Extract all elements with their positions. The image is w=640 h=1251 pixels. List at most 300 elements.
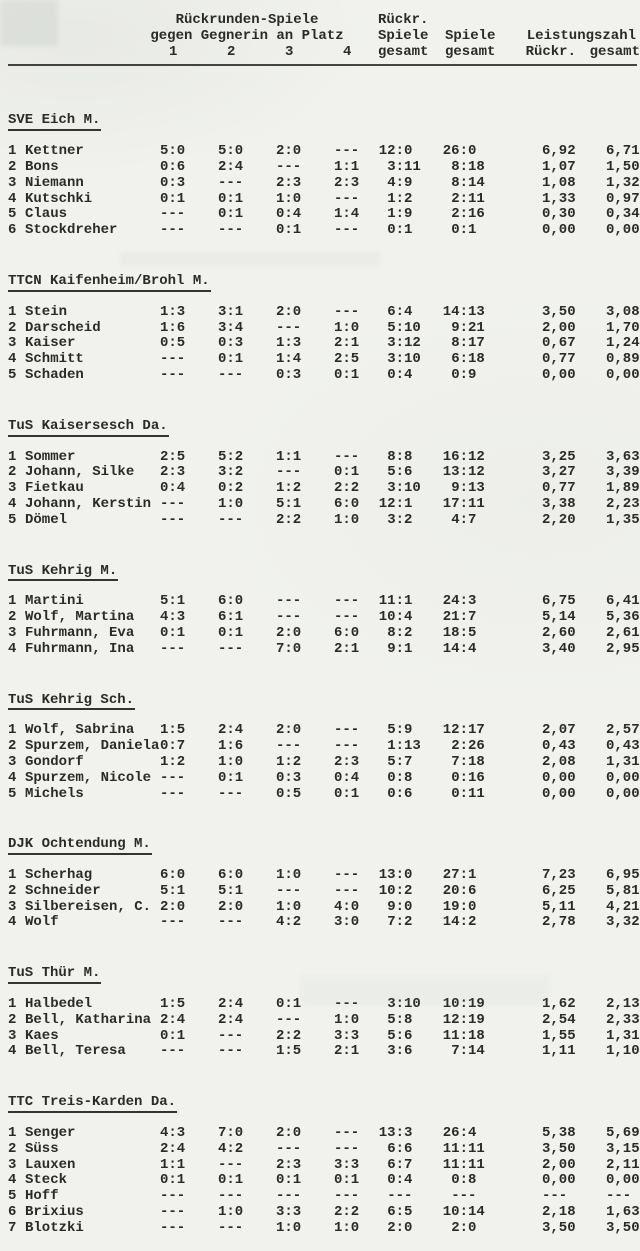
player-name-cell xyxy=(8,1029,160,1045)
rueckr-spiele-gesamt: 9: 1 xyxy=(387,640,413,657)
platz-4-score: 2:2 xyxy=(334,1204,360,1221)
leistungszahl-rueckr: 1,07 xyxy=(542,158,576,175)
platz-1-score: 0:1 xyxy=(160,1172,186,1189)
platz-4-score: 0:4 xyxy=(334,769,360,786)
rueckr-spiele-gesamt: 2: 0 xyxy=(387,1219,413,1236)
platz-3-score: 2:3 xyxy=(276,174,302,191)
leistungszahl-rueckr: 0,00 xyxy=(542,1172,576,1189)
player-name-cell xyxy=(8,207,160,223)
rueckr-spiele-gesamt: 1: 2 xyxy=(387,190,413,207)
player-name: Kaes xyxy=(25,1027,59,1044)
header-line-3 xyxy=(8,45,640,61)
spiele-gesamt: 0: 16 xyxy=(451,769,485,786)
leistungszahl-gesamt: 1,70 xyxy=(606,319,640,336)
platz-4-score: 1:0 xyxy=(334,1219,360,1236)
platz-1-score: 0:6 xyxy=(160,158,186,175)
platz-4-score: --- xyxy=(334,609,360,626)
platz-2-score: --- xyxy=(218,640,244,657)
platz-4-score: 6:0 xyxy=(334,624,360,641)
rueckr-spiele-gesamt: 0: 6 xyxy=(387,785,413,802)
spiele-gesamt: 7: 14 xyxy=(451,1043,485,1060)
rueckr-spiele-gesamt: 3: 6 xyxy=(387,1043,413,1060)
platz-4-score: 3:3 xyxy=(334,1027,360,1044)
player-name: Johann, Kerstin xyxy=(25,495,152,512)
leistungszahl-rueckr: 2,18 xyxy=(542,1204,576,1221)
team-rows xyxy=(8,144,640,239)
platz-2-score: 4:2 xyxy=(218,1140,244,1157)
rueckr-spiele-gesamt: 5: 8 xyxy=(387,1011,413,1028)
team-rows xyxy=(8,450,640,529)
spiele-gesamt: 0: 1 xyxy=(451,222,477,239)
platz-2-score: 0:1 xyxy=(218,351,244,368)
platz-4-score: 1:0 xyxy=(334,319,360,336)
player-row xyxy=(8,1142,640,1158)
leistungszahl-rueckr: 0,77 xyxy=(542,480,576,497)
player-row xyxy=(8,884,640,900)
leistungszahl-rueckr: 3,25 xyxy=(542,448,576,465)
header-line-2 xyxy=(8,29,640,45)
platz-2-score: --- xyxy=(218,174,244,191)
platz-2-score: 2:0 xyxy=(218,898,244,915)
leistungszahl-gesamt: 1,31 xyxy=(606,1027,640,1044)
leistungszahl-gesamt: 3,39 xyxy=(606,464,640,481)
leistungszahl-rueckr: --- xyxy=(542,1188,568,1205)
leistungszahl-rueckr: 0,77 xyxy=(542,351,576,368)
leistungszahl-gesamt: 5,81 xyxy=(606,882,640,899)
platz-3-score: 0:1 xyxy=(276,996,302,1013)
leistungszahl-rueckr: 5,14 xyxy=(542,609,576,626)
leistungszahl-rueckr: 7,23 xyxy=(542,867,576,884)
player-name: Schmitt xyxy=(25,351,84,368)
player-position: 3 xyxy=(8,335,17,352)
platz-1-score: 4:3 xyxy=(160,1125,186,1142)
platz-3-score: 2:2 xyxy=(276,1027,302,1044)
player-name-cell xyxy=(8,771,160,787)
team-rows xyxy=(8,594,640,657)
rueckr-spiele-gesamt: 0: 4 xyxy=(387,1172,413,1189)
rueckr-spiele-gesamt: 9: 0 xyxy=(387,898,413,915)
leistungszahl-rueckr: 6,25 xyxy=(542,882,576,899)
team-rows xyxy=(8,305,640,384)
player-row xyxy=(8,755,640,771)
platz-3-score: 2:0 xyxy=(276,624,302,641)
header-gegen-gegnerin-label: gegen Gegnerin an Platz xyxy=(150,27,344,44)
player-position: 1 xyxy=(8,996,17,1013)
spiele-gesamt: 2: 16 xyxy=(451,206,485,223)
player-name: Kaiser xyxy=(25,335,76,352)
player-name: Süss xyxy=(25,1140,59,1157)
platz-2-score: 5:2 xyxy=(218,448,244,465)
platz-1-score: 6:0 xyxy=(160,867,186,884)
platz-4-score: 3:0 xyxy=(334,914,360,931)
player-position: 4 xyxy=(8,769,17,786)
leistungszahl-gesamt: 1,50 xyxy=(606,158,640,175)
platz-4-score: 1:4 xyxy=(334,206,360,223)
player-name: Spurzem, Nicole xyxy=(25,769,152,786)
player-row xyxy=(8,176,640,192)
leistungszahl-gesamt: 1,63 xyxy=(606,1204,640,1221)
player-name: Steck xyxy=(25,1172,68,1189)
player-position: 3 xyxy=(8,480,17,497)
platz-3-score: 1:2 xyxy=(276,753,302,770)
platz-4-score: --- xyxy=(334,222,360,239)
header-leistungszahl-label: Leistungszahl xyxy=(526,27,636,44)
platz-2-score: 2:4 xyxy=(218,996,244,1013)
player-row xyxy=(8,481,640,497)
platz-4-score: 0:1 xyxy=(334,366,360,383)
platz-3-score: 5:1 xyxy=(276,495,302,512)
rueckr-spiele-gesamt: 8: 2 xyxy=(387,624,413,641)
leistungszahl-rueckr: 3,27 xyxy=(542,464,576,481)
platz-1-score: --- xyxy=(160,769,186,786)
platz-4-score: 0:1 xyxy=(334,1172,360,1189)
player-position: 5 xyxy=(8,511,17,528)
leistungszahl-gesamt: 2,11 xyxy=(606,1156,640,1173)
player-position: 1 xyxy=(8,303,17,320)
platz-2-score: --- xyxy=(218,1219,244,1236)
header-rueckr-gesamt-label: gesamt xyxy=(378,43,429,60)
player-position: 4 xyxy=(8,1043,17,1060)
rueckr-spiele-gesamt: 0: 4 xyxy=(387,366,413,383)
spiele-gesamt: 2: 26 xyxy=(451,738,485,755)
player-position: 5 xyxy=(8,785,17,802)
player-name: Blotzki xyxy=(25,1219,84,1236)
leistungszahl-gesamt: 2,57 xyxy=(606,722,640,739)
platz-3-score: --- xyxy=(276,738,302,755)
platz-2-score: 0:1 xyxy=(218,190,244,207)
player-position: 4 xyxy=(8,640,17,657)
header-platz-1: 1 xyxy=(169,43,178,60)
team-name: TuS Kehrig M. xyxy=(8,564,118,582)
player-name-cell xyxy=(8,336,160,352)
player-name-cell xyxy=(8,1013,160,1029)
platz-4-score: --- xyxy=(334,882,360,899)
platz-1-score: 2:4 xyxy=(160,1140,186,1157)
spiele-gesamt: 26: 0 xyxy=(442,143,477,160)
rueckr-spiele-gesamt: 6: 4 xyxy=(387,303,413,320)
platz-1-score: --- xyxy=(160,640,186,657)
leistungszahl-gesamt: 6,41 xyxy=(606,593,640,610)
leistungszahl-rueckr: 6,92 xyxy=(542,143,576,160)
player-position: 2 xyxy=(8,1140,17,1157)
platz-3-score: 1:0 xyxy=(276,190,302,207)
player-name: Halbedel xyxy=(25,996,93,1013)
platz-1-score: --- xyxy=(160,351,186,368)
player-row xyxy=(8,594,640,610)
platz-2-score: 0:1 xyxy=(218,624,244,641)
spiele-gesamt: 0: 8 xyxy=(451,1172,477,1189)
platz-4-score: --- xyxy=(334,722,360,739)
team-rows xyxy=(8,723,640,802)
player-name: Senger xyxy=(25,1125,76,1142)
leistungszahl-rueckr: 3,40 xyxy=(542,640,576,657)
platz-2-score: 0:1 xyxy=(218,206,244,223)
player-name: Hoff xyxy=(25,1188,59,1205)
platz-2-score: 5:0 xyxy=(218,143,244,160)
player-row xyxy=(8,1158,640,1174)
platz-1-score: --- xyxy=(160,785,186,802)
platz-4-score: --- xyxy=(334,738,360,755)
player-row xyxy=(8,160,640,176)
platz-3-score: 1:4 xyxy=(276,351,302,368)
spiele-gesamt: 12: 19 xyxy=(442,1011,485,1028)
player-name: Scherhag xyxy=(25,867,93,884)
player-name: Claus xyxy=(25,206,68,223)
player-position: 4 xyxy=(8,1172,17,1189)
player-name-cell xyxy=(8,594,160,610)
player-name-cell xyxy=(8,723,160,739)
player-name-cell xyxy=(8,1221,160,1237)
player-position: 3 xyxy=(8,174,17,191)
player-position: 4 xyxy=(8,914,17,931)
rueckr-spiele-gesamt: 3: 10 xyxy=(387,996,421,1013)
leistungszahl-rueckr: 5,38 xyxy=(542,1125,576,1142)
player-position: 5 xyxy=(8,366,17,383)
spiele-gesamt: 4: 7 xyxy=(451,511,477,528)
platz-3-score: 0:3 xyxy=(276,769,302,786)
header-name-spacer xyxy=(8,29,160,45)
player-name: Fuhrmann, Eva xyxy=(25,624,135,641)
player-row xyxy=(8,1013,640,1029)
player-name-cell xyxy=(8,305,160,321)
platz-3-score: 1:5 xyxy=(276,1043,302,1060)
rueckr-spiele-gesamt: 5: 6 xyxy=(387,464,413,481)
player-position: 3 xyxy=(8,1027,17,1044)
spiele-gesamt: 14: 4 xyxy=(442,640,477,657)
player-position: 3 xyxy=(8,753,17,770)
player-row xyxy=(8,450,640,466)
player-name-cell xyxy=(8,1142,160,1158)
platz-2-score: --- xyxy=(218,511,244,528)
spiele-gesamt: 10: 19 xyxy=(442,996,485,1013)
platz-2-score: --- xyxy=(218,914,244,931)
spiele-gesamt: 9: 21 xyxy=(451,319,485,336)
spiele-gesamt: 8: 18 xyxy=(451,158,485,175)
leistungszahl-rueckr: 0,00 xyxy=(542,366,576,383)
spiele-gesamt: 0: 9 xyxy=(451,366,477,383)
player-name-cell xyxy=(8,915,160,931)
player-position: 4 xyxy=(8,351,17,368)
leistungszahl-gesamt: 5,36 xyxy=(606,609,640,626)
leistungszahl-gesamt: 3,32 xyxy=(606,914,640,931)
platz-3-score: 1:0 xyxy=(276,1219,302,1236)
platz-1-score: 0:1 xyxy=(160,1027,186,1044)
platz-1-score: 1:1 xyxy=(160,1156,186,1173)
leistungszahl-rueckr: 2,07 xyxy=(542,722,576,739)
platz-2-score: 0:2 xyxy=(218,480,244,497)
player-name: Darscheid xyxy=(25,319,101,336)
platz-1-score: --- xyxy=(160,222,186,239)
header-rueckrunden-spiele-title: Rückrunden-Spiele xyxy=(175,12,319,28)
table-header xyxy=(8,13,640,60)
platz-2-score: 0:1 xyxy=(218,1172,244,1189)
player-name-cell xyxy=(8,1189,160,1205)
player-name: Gondorf xyxy=(25,753,84,770)
player-name-cell xyxy=(8,160,160,176)
rueckr-spiele-gesamt: 8: 8 xyxy=(387,448,413,465)
spiele-gesamt: 8: 17 xyxy=(451,335,485,352)
platz-2-score: --- xyxy=(218,1043,244,1060)
platz-2-score: --- xyxy=(218,1027,244,1044)
platz-2-score: 6:1 xyxy=(218,609,244,626)
leistungszahl-rueckr: 1,62 xyxy=(542,996,576,1013)
team-rows xyxy=(8,1126,640,1237)
platz-4-score: --- xyxy=(334,1125,360,1142)
leistungszahl-gesamt: 0,00 xyxy=(606,785,640,802)
player-name-cell xyxy=(8,787,160,803)
leistungszahl-rueckr: 2,08 xyxy=(542,753,576,770)
rueckr-spiele-gesamt: 3: 2 xyxy=(387,511,413,528)
rueckr-spiele-gesamt: 5: 6 xyxy=(387,1027,413,1044)
platz-4-score: --- xyxy=(334,190,360,207)
leistungszahl-gesamt: 0,97 xyxy=(606,190,640,207)
player-row xyxy=(8,610,640,626)
player-name: Kutschki xyxy=(25,190,93,207)
team-name: TTC Treis-Karden Da. xyxy=(8,1095,177,1113)
platz-3-score: 0:1 xyxy=(276,1172,302,1189)
player-row xyxy=(8,900,640,916)
player-name: Silbereisen, C. xyxy=(25,898,152,915)
platz-1-score: 1:5 xyxy=(160,722,186,739)
player-row xyxy=(8,144,640,160)
spiele-gesamt: 11: 18 xyxy=(442,1027,485,1044)
leistungszahl-rueckr: 3,50 xyxy=(542,303,576,320)
player-row xyxy=(8,305,640,321)
spiele-gesamt: 21: 7 xyxy=(442,609,477,626)
leistungszahl-gesamt: 2,23 xyxy=(606,495,640,512)
platz-1-score: --- xyxy=(160,495,186,512)
leistungszahl-gesamt: 0,00 xyxy=(606,222,640,239)
team-name: TuS Kaisersesch Da. xyxy=(8,419,169,437)
platz-3-score: --- xyxy=(276,609,302,626)
spiele-gesamt: 14: 13 xyxy=(442,303,485,320)
platz-3-score: 2:0 xyxy=(276,1125,302,1142)
player-name-cell xyxy=(8,1173,160,1189)
spiele-gesamt: 12: 17 xyxy=(442,722,485,739)
team-section xyxy=(8,113,640,239)
platz-3-score: --- xyxy=(276,158,302,175)
platz-4-score: 6:0 xyxy=(334,495,360,512)
team-name: TTCN Kaifenheim/Brohl M. xyxy=(8,274,211,292)
leistungszahl-gesamt: 6,71 xyxy=(606,143,640,160)
player-row xyxy=(8,787,640,803)
player-position: 4 xyxy=(8,495,17,512)
player-name: Brixius xyxy=(25,1204,84,1221)
player-name: Michels xyxy=(25,785,84,802)
platz-4-score: 2:5 xyxy=(334,351,360,368)
rueckr-spiele-gesamt: 0: 1 xyxy=(387,222,413,239)
player-row xyxy=(8,352,640,368)
platz-1-score: 0:3 xyxy=(160,174,186,191)
spiele-gesamt: 27: 1 xyxy=(442,867,477,884)
platz-1-score: 0:1 xyxy=(160,624,186,641)
platz-1-score: 0:1 xyxy=(160,190,186,207)
spiele-gesamt: 7: 18 xyxy=(451,753,485,770)
player-name: Wolf xyxy=(25,914,59,931)
player-position: 2 xyxy=(8,738,17,755)
player-name-cell xyxy=(8,610,160,626)
player-name: Bell, Katharina xyxy=(25,1011,152,1028)
player-row xyxy=(8,1044,640,1060)
platz-1-score: --- xyxy=(160,206,186,223)
platz-1-score: 5:0 xyxy=(160,143,186,160)
rueckr-spiele-gesamt: 3: 11 xyxy=(387,158,421,175)
leistungszahl-gesamt: 1,35 xyxy=(606,511,640,528)
player-position: 1 xyxy=(8,448,17,465)
platz-1-score: 1:5 xyxy=(160,996,186,1013)
platz-3-score: --- xyxy=(276,1188,302,1205)
player-name-cell xyxy=(8,868,160,884)
player-name-cell xyxy=(8,513,160,529)
player-position: 6 xyxy=(8,1204,17,1221)
leistungszahl-gesamt: 3,08 xyxy=(606,303,640,320)
platz-3-score: --- xyxy=(276,1011,302,1028)
platz-4-score: 2:1 xyxy=(334,335,360,352)
player-name: Stockdreher xyxy=(25,222,118,239)
player-row xyxy=(8,1029,640,1045)
rueckr-spiele-gesamt: 12: 1 xyxy=(378,495,413,512)
player-row xyxy=(8,513,640,529)
platz-2-score: --- xyxy=(218,1156,244,1173)
spiele-gesamt: 20: 6 xyxy=(442,882,477,899)
team-name: DJK Ochtendung M. xyxy=(8,837,152,855)
platz-2-score: 1:0 xyxy=(218,1204,244,1221)
player-position: 2 xyxy=(8,464,17,481)
header-platz-2: 2 xyxy=(227,43,236,60)
leistungszahl-rueckr: 2,00 xyxy=(542,319,576,336)
leistungszahl-rueckr: 1,33 xyxy=(542,190,576,207)
platz-2-score: 2:4 xyxy=(218,722,244,739)
header-spiele-gesamt-label: gesamt xyxy=(445,43,496,60)
rueckr-spiele-gesamt: 13: 0 xyxy=(378,867,413,884)
player-name: Lauxen xyxy=(25,1156,76,1173)
player-name: Bell, Teresa xyxy=(25,1043,126,1060)
player-name: Niemann xyxy=(25,174,84,191)
platz-2-score: 2:4 xyxy=(218,1011,244,1028)
header-divider xyxy=(8,64,637,66)
leistungszahl-rueckr: 0,43 xyxy=(542,738,576,755)
platz-1-score: 2:0 xyxy=(160,898,186,915)
leistungszahl-gesamt: 2,13 xyxy=(606,996,640,1013)
player-name: Johann, Silke xyxy=(25,464,135,481)
platz-4-score: 3:3 xyxy=(334,1156,360,1173)
rueckr-spiele-gesamt: 12: 0 xyxy=(378,143,413,160)
platz-1-score: 2:3 xyxy=(160,464,186,481)
platz-4-score: --- xyxy=(334,303,360,320)
platz-4-score: 2:1 xyxy=(334,1043,360,1060)
player-name: Bons xyxy=(25,158,59,175)
player-row xyxy=(8,336,640,352)
spiele-gesamt: 16: 12 xyxy=(442,448,485,465)
player-name-cell xyxy=(8,144,160,160)
platz-4-score: --- xyxy=(334,143,360,160)
header-line-1 xyxy=(8,13,640,29)
platz-2-score: 1:0 xyxy=(218,495,244,512)
platz-2-score: 1:6 xyxy=(218,738,244,755)
rueckr-spiele-gesamt: 5: 10 xyxy=(387,319,421,336)
platz-3-score: --- xyxy=(276,464,302,481)
platz-3-score: 3:3 xyxy=(276,1204,302,1221)
rueckr-spiele-gesamt: 4: 9 xyxy=(387,174,413,191)
leistungszahl-rueckr: 0,00 xyxy=(542,785,576,802)
leistungszahl-gesamt: 3,50 xyxy=(606,1219,640,1236)
spiele-gesamt: 17: 11 xyxy=(442,495,485,512)
player-name: Wolf, Sabrina xyxy=(25,722,135,739)
platz-3-score: 0:1 xyxy=(276,222,302,239)
platz-3-score: 7:0 xyxy=(276,640,302,657)
leistungszahl-rueckr: 2,20 xyxy=(542,511,576,528)
platz-4-score: 4:0 xyxy=(334,898,360,915)
